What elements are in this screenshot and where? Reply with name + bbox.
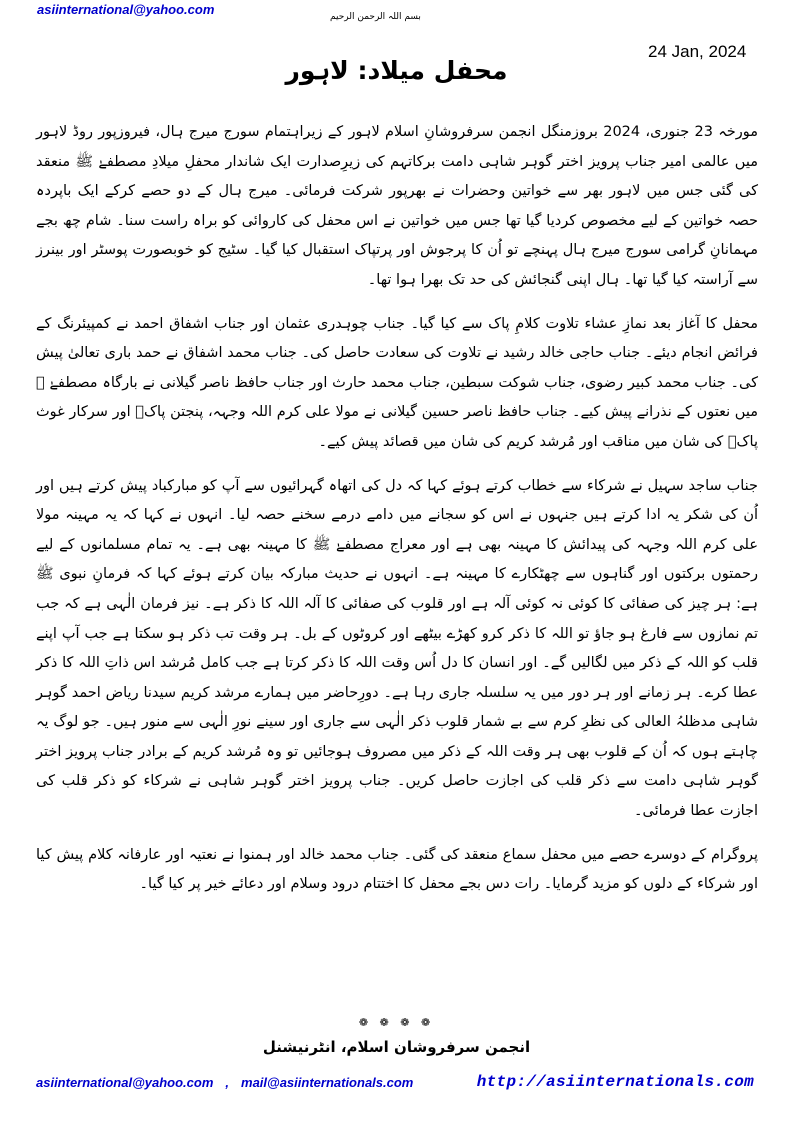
footer-email-yahoo[interactable]: asiinternational@yahoo.com — [36, 1075, 214, 1090]
paragraph-4: پروگرام کے دوسرے حصے میں محفل سماع منعقد کی گئی۔ جناب محمد خالد اور ہمنوا نے نعتیہ اور عارفانہ کلام پیش کیا اور شرکاء کے دلوں کو مزید گرمایا۔ رات دس بجے محفل کا اختتام درود وسلام اور دعائے خیر پر کیا گیا۔ — [36, 846, 758, 893]
paragraph-2: محفل کا آغاز بعد نمازِ عشاء تلاوت کلامِ پاک سے کیا گیا۔ جناب چوہدری عثمان اور جناب اشفاق احمد نے کمپیئرنگ کے فرائض انجام دیئے۔ جناب حاجی خالد رشید نے تلاوت کی سعادت حاصل کی۔ جناب محمد اشفاق نے حمد باری تعالیٰ پیش کی۔ جناب محمد کبیر رضوی، جناب شوکت سبطین، جناب محمد حارث اور جناب حافظ ناصر گیلانی نے بارگاہ مصطفےٰ ﷺ میں نعتوں کے نذرانے پیش کیے۔ جناب حافظ ناصر حسین گیلانی نے مولا علی کرم اللہ وجہہ، پنجتن پاکؑ اور سرکار غوث پاکؓ کی شان میں مناقب اور مُرشد کریم کی شان میں قصائد پیش کیے۔ — [36, 315, 758, 450]
article-body — [36, 118, 758, 914]
paragraph-1: مورخہ 23 جنوری، 2024 بروزمنگل انجمن سرفروشانِ اسلام لاہور کے زیراہتمام سورج میرج ہال، فیروزپور روڈ لاہور میں عالمی امیر جناب پرویز اختر گوہر شاہی دامت برکاتہم کی زیرِصدارت ایک شاندار محفلِ میلادِ مصطفےٰ ﷺ منعقد کی گئی جس میں لاہور بھر سے خواتین وحضرات نے بھرپور شرکت فرمائی۔ میرج ہال کے دو حصے کرکے ایک باپردہ حصہ خواتین کے لیے مخصوص کردیا گیا تھا جس میں خواتین نے اس محفل کی کاروائی کو براہ راست سنا۔ شام چھ بجے مہمانانِ گرامی سورج میرج ہال پہنچے تو اُن کا پرجوش اور پرتپاک استقبال کیا گیا۔ سٹیج کو خوبصورت پوسٹر اور بینرز سے آراستہ کیا گیا تھا۔ ہال اپنی گنجائش کی حد تک بھرا ہوا تھا۔ — [36, 124, 758, 288]
footer-website-link[interactable]: http://asiinternationals.com — [476, 1073, 754, 1091]
footer-emails — [36, 1075, 413, 1090]
footer — [36, 1073, 756, 1095]
paragraph-3: جناب ساجد سہیل نے شرکاء سے خطاب کرتے ہوئے کہا کہ دل کی اتھاہ گہرائیوں سے آپ کو مبارکباد پیش کرتے ہیں اور اُن کی شکر یہ ادا کرتے ہیں جنہوں نے اس کو سجانے میں دامے درمے سخنے حصہ لیا۔ انہوں نے کہا کہ یہ مہینہ مولا علی کرم اللہ وجہہ کی پیدائش کا مہینہ بھی ہے اور معراج مصطفےٰ ﷺ کا مہینہ بھی ہے۔ یہ تمام مسلمانوں کے لیے رحمتوں برکتوں اور گناہوں سے چھٹکارے کا مہینہ ہے۔ انہوں نے حدیث مبارکہ بیان کرتے ہوئے کہا کہ فرمانِ نبوی ﷺ ہے: ہر چیز کی صفائی کا کوئی نہ کوئی آلہ ہے اور قلوب کی صفائی کا آلہ اللہ کا ذکر ہے۔ نیز فرمان الٰہی ہے کہ جب تم نمازوں سے فارغ ہو جاؤ تو اللہ کا ذکر کرو کھڑے بیٹھے اور کروٹوں کے بل۔ ہر وقت تب ذکر ہو سکتا ہے جب آپ اپنے قلب کو اللہ کے ذکر میں لگالیں گے۔ اور انسان کا دل اُس وقت اللہ کا ذکر کرتا ہے جب کامل مُرشد اس ذاتِ اللہ کا ذکر عطا کرے۔ ہر زمانے اور ہر دور میں یہ سلسلہ جاری رہا ہے۔ دورِحاضر میں ہمارے مرشد کریم سیدنا ریاض احمد گوہر شاہی مدظلہُ العالی کی نظرِ کرم سے بے شمار قلوب ذکر الٰہی سے جاری اور سینے نورِ الٰہی سے منور ہیں۔ جو لوگ یہ چاہتے ہوں کہ اُن کے قلوب بھی ہر وقت اللہ کے ذکر میں مصروف ہوجائیں تو وہ مُرشد کریم کے برادر جناب پرویز اختر گوہر شاہی دامت سے ذکر قلب کی اجازت حاصل کریں۔ جناب پرویز اختر گوہر شاہی نے شرکاء کو ذکر قلب کی اجازت عطا فرمائی۔ — [36, 477, 758, 820]
footer-separator: , — [225, 1075, 230, 1090]
header-email[interactable]: asiinternational@yahoo.com — [37, 2, 215, 17]
ornament-divider: ❁ ❁ ❁ ❁ — [358, 1016, 435, 1029]
bismillah-text: بسم اللہ الرحمن الرحیم — [330, 12, 421, 22]
article-title: محفل میلاد: لاہور — [285, 56, 508, 85]
footer-email-mail[interactable]: mail@asiinternationals.com — [241, 1075, 414, 1090]
article-date: 24 Jan, 2024 — [648, 42, 747, 61]
organization-name: انجمن سرفروشان اسلام، انٹرنیشنل — [262, 1038, 531, 1056]
